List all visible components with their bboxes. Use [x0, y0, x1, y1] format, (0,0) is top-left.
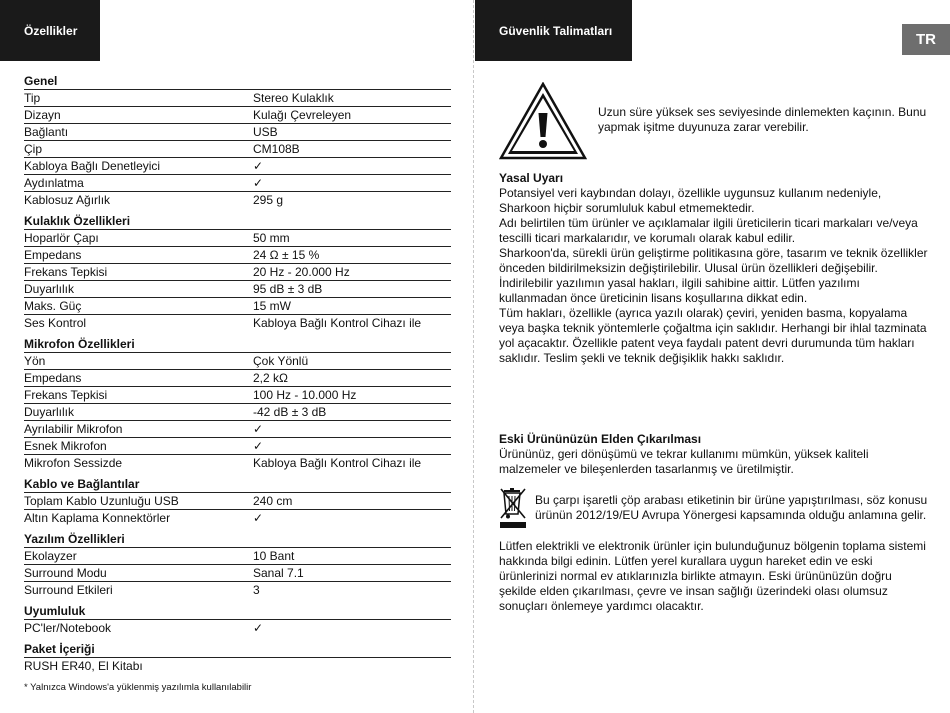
spec-label: Toplam Kablo Uzunluğu USB	[24, 494, 179, 508]
spec-label: Empedans	[24, 371, 82, 385]
spec-row	[24, 370, 451, 387]
spec-label: RUSH ER40, El Kitabı	[24, 659, 143, 673]
spec-label: Çip	[24, 142, 43, 156]
spec-section-title: Yazılım Özellikleri	[24, 532, 451, 548]
spec-label: Yön	[24, 354, 46, 368]
spec-section-title: Genel	[24, 74, 451, 90]
spec-value: 2,2 kΩ	[253, 371, 288, 385]
spec-value: 15 mW	[253, 299, 292, 313]
spec-section-title: Uyumluluk	[24, 604, 451, 620]
spec-row	[24, 455, 451, 471]
spec-section-title: Kablo ve Bağlantılar	[24, 477, 451, 493]
spec-value: ✓	[253, 621, 264, 635]
spec-row	[24, 438, 451, 455]
spec-label: Ses Kontrol	[24, 316, 87, 330]
spec-section-title: Mikrofon Özellikleri	[24, 337, 451, 353]
spec-label: Empedans	[24, 248, 82, 262]
specifications-table	[24, 74, 451, 674]
footnote: * Yalnızca Windows'a yüklenmiş yazılımla kullanılabilir	[24, 682, 252, 693]
spec-row	[24, 230, 451, 247]
spec-value: ✓	[253, 176, 264, 190]
spec-value: Sanal 7.1	[253, 566, 304, 580]
spec-label: Ayrılabilir Mikrofon	[24, 422, 123, 436]
spec-value: ✓	[253, 439, 264, 453]
spec-row	[24, 404, 451, 421]
spec-label: Altın Kaplama Konnektörler	[24, 511, 171, 525]
spec-row	[24, 247, 451, 264]
spec-row	[24, 158, 451, 175]
page-divider	[473, 0, 474, 713]
spec-value: 295 g	[253, 193, 284, 207]
spec-row	[24, 175, 451, 192]
spec-row	[24, 141, 451, 158]
spec-label: Kablosuz Ağırlık	[24, 193, 111, 207]
legal-notice-title: Yasal Uyarı	[499, 171, 564, 185]
spec-label: Kabloya Bağlı Denetleyici	[24, 159, 161, 173]
spec-row	[24, 353, 451, 370]
spec-value: CM108B	[253, 142, 300, 156]
spec-value: Kulağı Çevreleyen	[253, 108, 352, 122]
spec-value: 100 Hz - 10.000 Hz	[253, 388, 357, 402]
spec-value: 50 mm	[253, 231, 290, 245]
spec-row	[24, 264, 451, 281]
spec-label: Ekolayzer	[24, 549, 77, 563]
weee-symbol-text: Bu çarpı işaretli çöp arabası etiketinin bir ürüne yapıştırılması, söz konusu ürünün 2012/19/EU Avrupa Yönergesi kapsamında olduğu anlamına gelir.	[535, 493, 928, 522]
spec-label: Esnek Mikrofon	[24, 439, 107, 453]
spec-value: USB	[253, 125, 278, 139]
spec-row	[24, 315, 451, 331]
spec-label: Tip	[24, 91, 41, 105]
spec-value: ✓	[253, 511, 264, 525]
spec-value: Kabloya Bağlı Kontrol Cihazı ile	[253, 456, 422, 470]
spec-value: Kabloya Bağlı Kontrol Cihazı ile	[253, 316, 422, 330]
spec-label: Bağlantı	[24, 125, 69, 139]
spec-value: 20 Hz - 20.000 Hz	[253, 265, 350, 279]
section-tab-safety	[475, 0, 632, 61]
spec-row	[24, 298, 451, 315]
spec-value: -42 dB ± 3 dB	[253, 405, 327, 419]
spec-section-title: Kulaklık Özellikleri	[24, 214, 451, 230]
spec-row	[24, 124, 451, 141]
legal-notice-text: Potansiyel veri kaybından dolayı, özellikle uygunsuz kullanım nedeniyle, Sharkoon hiçbir sorumluluk kabul etmemektedir. Adı belirtilen tüm ürünler ve açıklamalar ilgili üreticilerin ticari markaları ve/veya tescilli ticari markalarıdır, ve korumalı olarak kabul edilir. Sharkoon'da, sürekli ürün geliştirme politikasına göre, tasarım ve teknik özellikler önceden bildirilmeksizin değiştirilebilir. Ulusal ürün özellikleri değişebilir. İndirilebilir yazılımın yasal hakları, ilgili sahibine aittir. Lütfen yazılımı kullanmadan önce üreticinin lisans koşullarına dikkat edin. Tüm hakları, özellikle (ayrıca yazılı olarak) çeviri, yeniden basma, kopyalama veya başka teknik yöntemlerle çoğaltma için saklıdır. Herhangi bir ihlal tazminata yol açacaktır. Özellikle patent veya faydalı patent devri durumunda tüm hakları saklıdır. Teslim şekli ve teknik değişiklik hakkı saklıdır.	[499, 186, 928, 365]
spec-label: Maks. Güç	[24, 299, 82, 313]
spec-value: 95 dB ± 3 dB	[253, 282, 323, 296]
spec-label: Aydınlatma	[24, 176, 84, 190]
disposal-title: Eski Ürününüzün Elden Çıkarılması	[499, 432, 702, 446]
language-badge: TR	[902, 24, 950, 55]
spec-value: 3	[253, 583, 260, 597]
spec-section-title: Paket İçeriği	[24, 642, 451, 658]
crossed-out-wheelie-bin-icon	[499, 487, 527, 529]
spec-label: Frekans Tepkisi	[24, 265, 108, 279]
spec-row	[24, 620, 451, 636]
spec-value: 240 cm	[253, 494, 293, 508]
spec-label: Hoparlör Çapı	[24, 231, 99, 245]
spec-label: Surround Etkileri	[24, 583, 113, 597]
hearing-warning-text: Uzun süre yüksek ses seviyesinde dinlemekten kaçının. Bunu yapmak işitme duyunuza zarar verebilir.	[598, 105, 927, 134]
tab-label: Güvenlik Talimatları	[499, 23, 613, 38]
tab-label: Özellikler	[24, 23, 78, 38]
spec-label: Mikrofon Sessizde	[24, 456, 123, 470]
spec-value: ✓	[253, 159, 264, 173]
spec-row	[24, 565, 451, 582]
section-tab-specifications	[0, 0, 100, 61]
spec-row	[24, 281, 451, 298]
warning-triangle-icon	[499, 82, 587, 160]
spec-value: Çok Yönlü	[253, 354, 309, 368]
spec-row	[24, 658, 451, 674]
spec-row	[24, 421, 451, 438]
spec-row	[24, 493, 451, 510]
spec-label: Duyarlılık	[24, 405, 75, 419]
spec-row	[24, 387, 451, 404]
spec-row	[24, 90, 451, 107]
spec-label: Dizayn	[24, 108, 61, 122]
spec-label: PC'ler/Notebook	[24, 621, 111, 635]
spec-row	[24, 548, 451, 565]
spec-label: Surround Modu	[24, 566, 107, 580]
spec-row	[24, 192, 451, 208]
spec-label: Duyarlılık	[24, 282, 75, 296]
spec-label: Frekans Tepkisi	[24, 388, 108, 402]
spec-row	[24, 510, 451, 526]
spec-row	[24, 107, 451, 124]
local-disposal-text: Lütfen elektrikli ve elektronik ürünler için bulunduğunuz bölgenin toplama sistemi hakkında bilgi edinin. Lütfen yerel kurallara uygun hareket edin ve eski ürünlerinizi normal ev atıklarınızla birlikte atmayın. Eski ürününüzün doğru şekilde elden çıkarılması, çevre ve insan sağlığı üzerindeki olası olumsuz sonuçları önlemeye yardımcı olacaktır.	[499, 539, 926, 613]
spec-row	[24, 582, 451, 598]
disposal-text: Ürününüz, geri dönüşümü ve tekrar kullanımı mümkün, yüksek kaliteli malzemeler ve bileşenlerden tasarlanmış ve üretilmiştir.	[499, 447, 869, 476]
spec-value: 24 Ω ± 15 %	[253, 248, 320, 262]
spec-value: ✓	[253, 422, 264, 436]
spec-value: Stereo Kulaklık	[253, 91, 334, 105]
spec-value: 10 Bant	[253, 549, 295, 563]
